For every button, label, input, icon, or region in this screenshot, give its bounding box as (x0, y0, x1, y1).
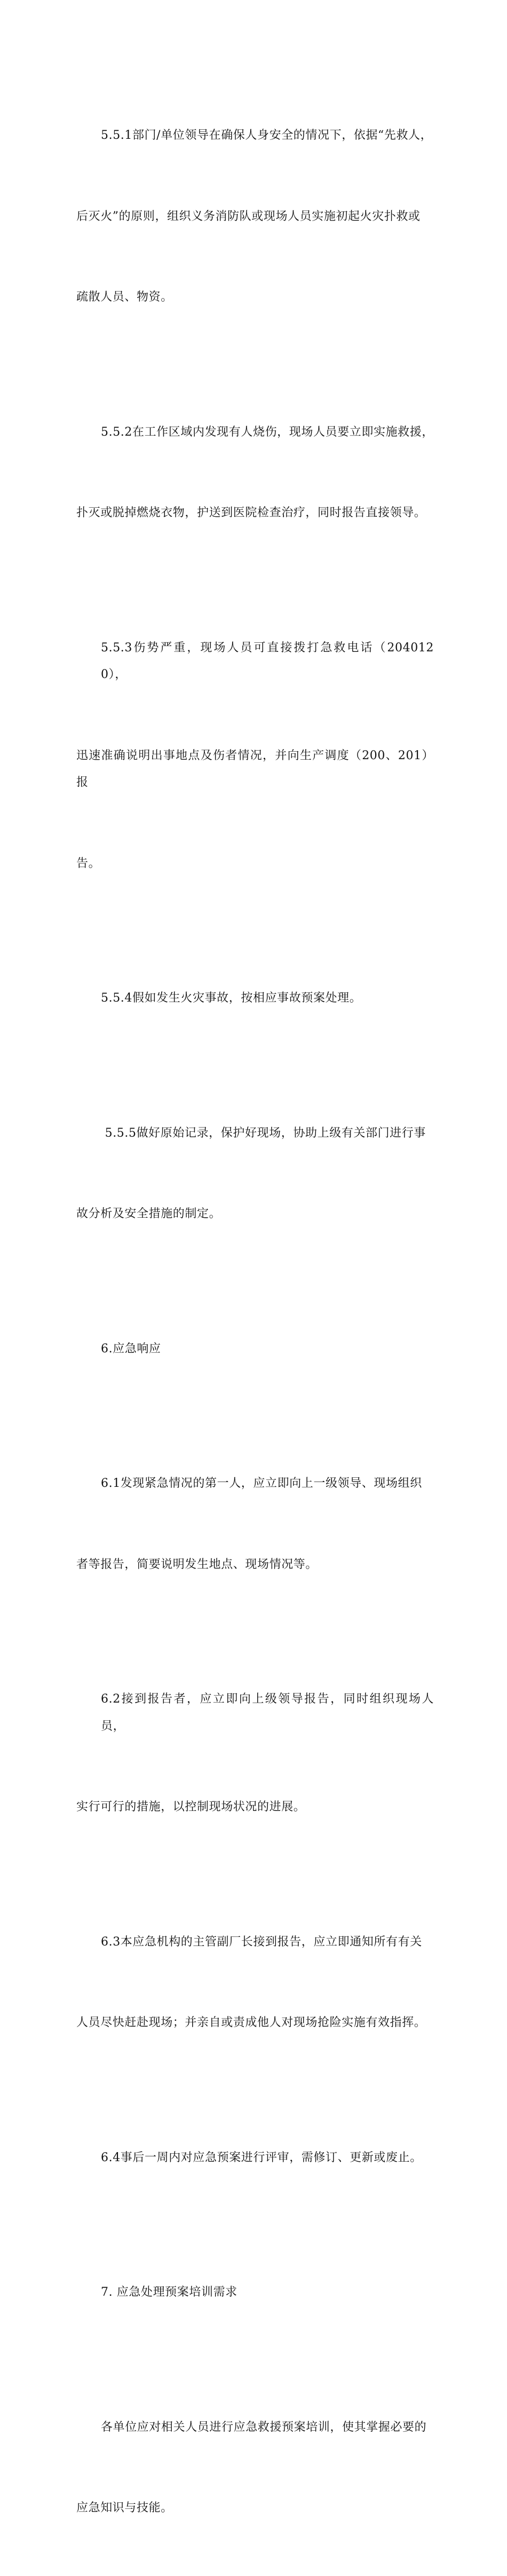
paragraph-line: 6.1发现紧急情况的第一人，应立即向上一级领导、现场组织 (101, 1477, 422, 1490)
paragraph-line: 扑灭或脱掉燃烧衣物，护送到医院检查治疗，同时报告直接领导。 (76, 506, 426, 519)
heading-7 (76, 2225, 434, 2360)
document-body (76, 68, 434, 2576)
paragraph-line: 5.5.5做好原始记录，保护好现场，协助上级有关部门进行事 (101, 1126, 426, 1140)
paragraph-6-4 (76, 2091, 434, 2226)
paragraph-5-5-4 (76, 931, 434, 1066)
paragraph-7-body (76, 2360, 434, 2576)
paragraph-line: 5.5.4假如发生火灾事故，按相应事故预案处理。 (101, 991, 362, 1005)
paragraph-line: 后灭火”的原则，组织义务消防队或现场人员实施初起火灾扑救或 (76, 209, 421, 223)
paragraph-line: 实行可行的措施，以控制现场状况的进展。 (76, 1800, 306, 1814)
paragraph-line: 人员尽快赶赴现场；并亲自或责成他人对现场抢险实施有效指挥。 (76, 2016, 426, 2029)
paragraph-line: 5.5.3伤势严重，现场人员可直接拨打急救电话（2040120）， (101, 641, 434, 681)
paragraph-line: 6.3本应急机构的主管副厂长接到报告，应立即通知所有有关 (101, 1935, 422, 1949)
paragraph-line: 故分析及安全措施的制定。 (76, 1207, 221, 1220)
paragraph-line: 各单位应对相关人员进行应急救援预案培训，使其掌握必要的 (101, 2420, 427, 2434)
paragraph-line: 迅速准确说明出事地点及伤者情况，并向生产调度（200、201）报 (76, 749, 434, 789)
paragraph-5-5-3 (76, 581, 434, 932)
heading-line: 6.应急响应 (101, 1342, 161, 1356)
paragraph-5-5-2 (76, 365, 434, 581)
paragraph-line: 5.5.2在工作区域内发现有人烧伤，现场人员要立即实施救援， (101, 425, 434, 439)
paragraph-line: 告。 (76, 856, 101, 870)
paragraph-line: 者等报告，简要说明发生地点、现场情况等。 (76, 1557, 318, 1571)
paragraph-line: 6.4事后一周内对应急预案进行评审，需修订、更新或废止。 (101, 2150, 422, 2164)
paragraph-6-3 (76, 1875, 434, 2091)
paragraph-line: 6.2接到报告者，应立即向上级领导报告，同时组织现场人员， (101, 1692, 434, 1733)
paragraph-6-2 (76, 1632, 434, 1875)
paragraph-line: 5.5.1部门/单位领导在确保人身安全的情况下，依据“先救人， (101, 129, 433, 142)
paragraph-5-5-1 (76, 68, 434, 365)
paragraph-line: 疏散人员、物资。 (76, 290, 173, 304)
paragraph-6-1 (76, 1416, 434, 1632)
heading-line: 7. 应急处理预案培训需求 (101, 2286, 237, 2299)
heading-6 (76, 1282, 434, 1417)
paragraph-line: 应急知识与技能。 (76, 2501, 173, 2515)
paragraph-5-5-5 (76, 1066, 434, 1282)
